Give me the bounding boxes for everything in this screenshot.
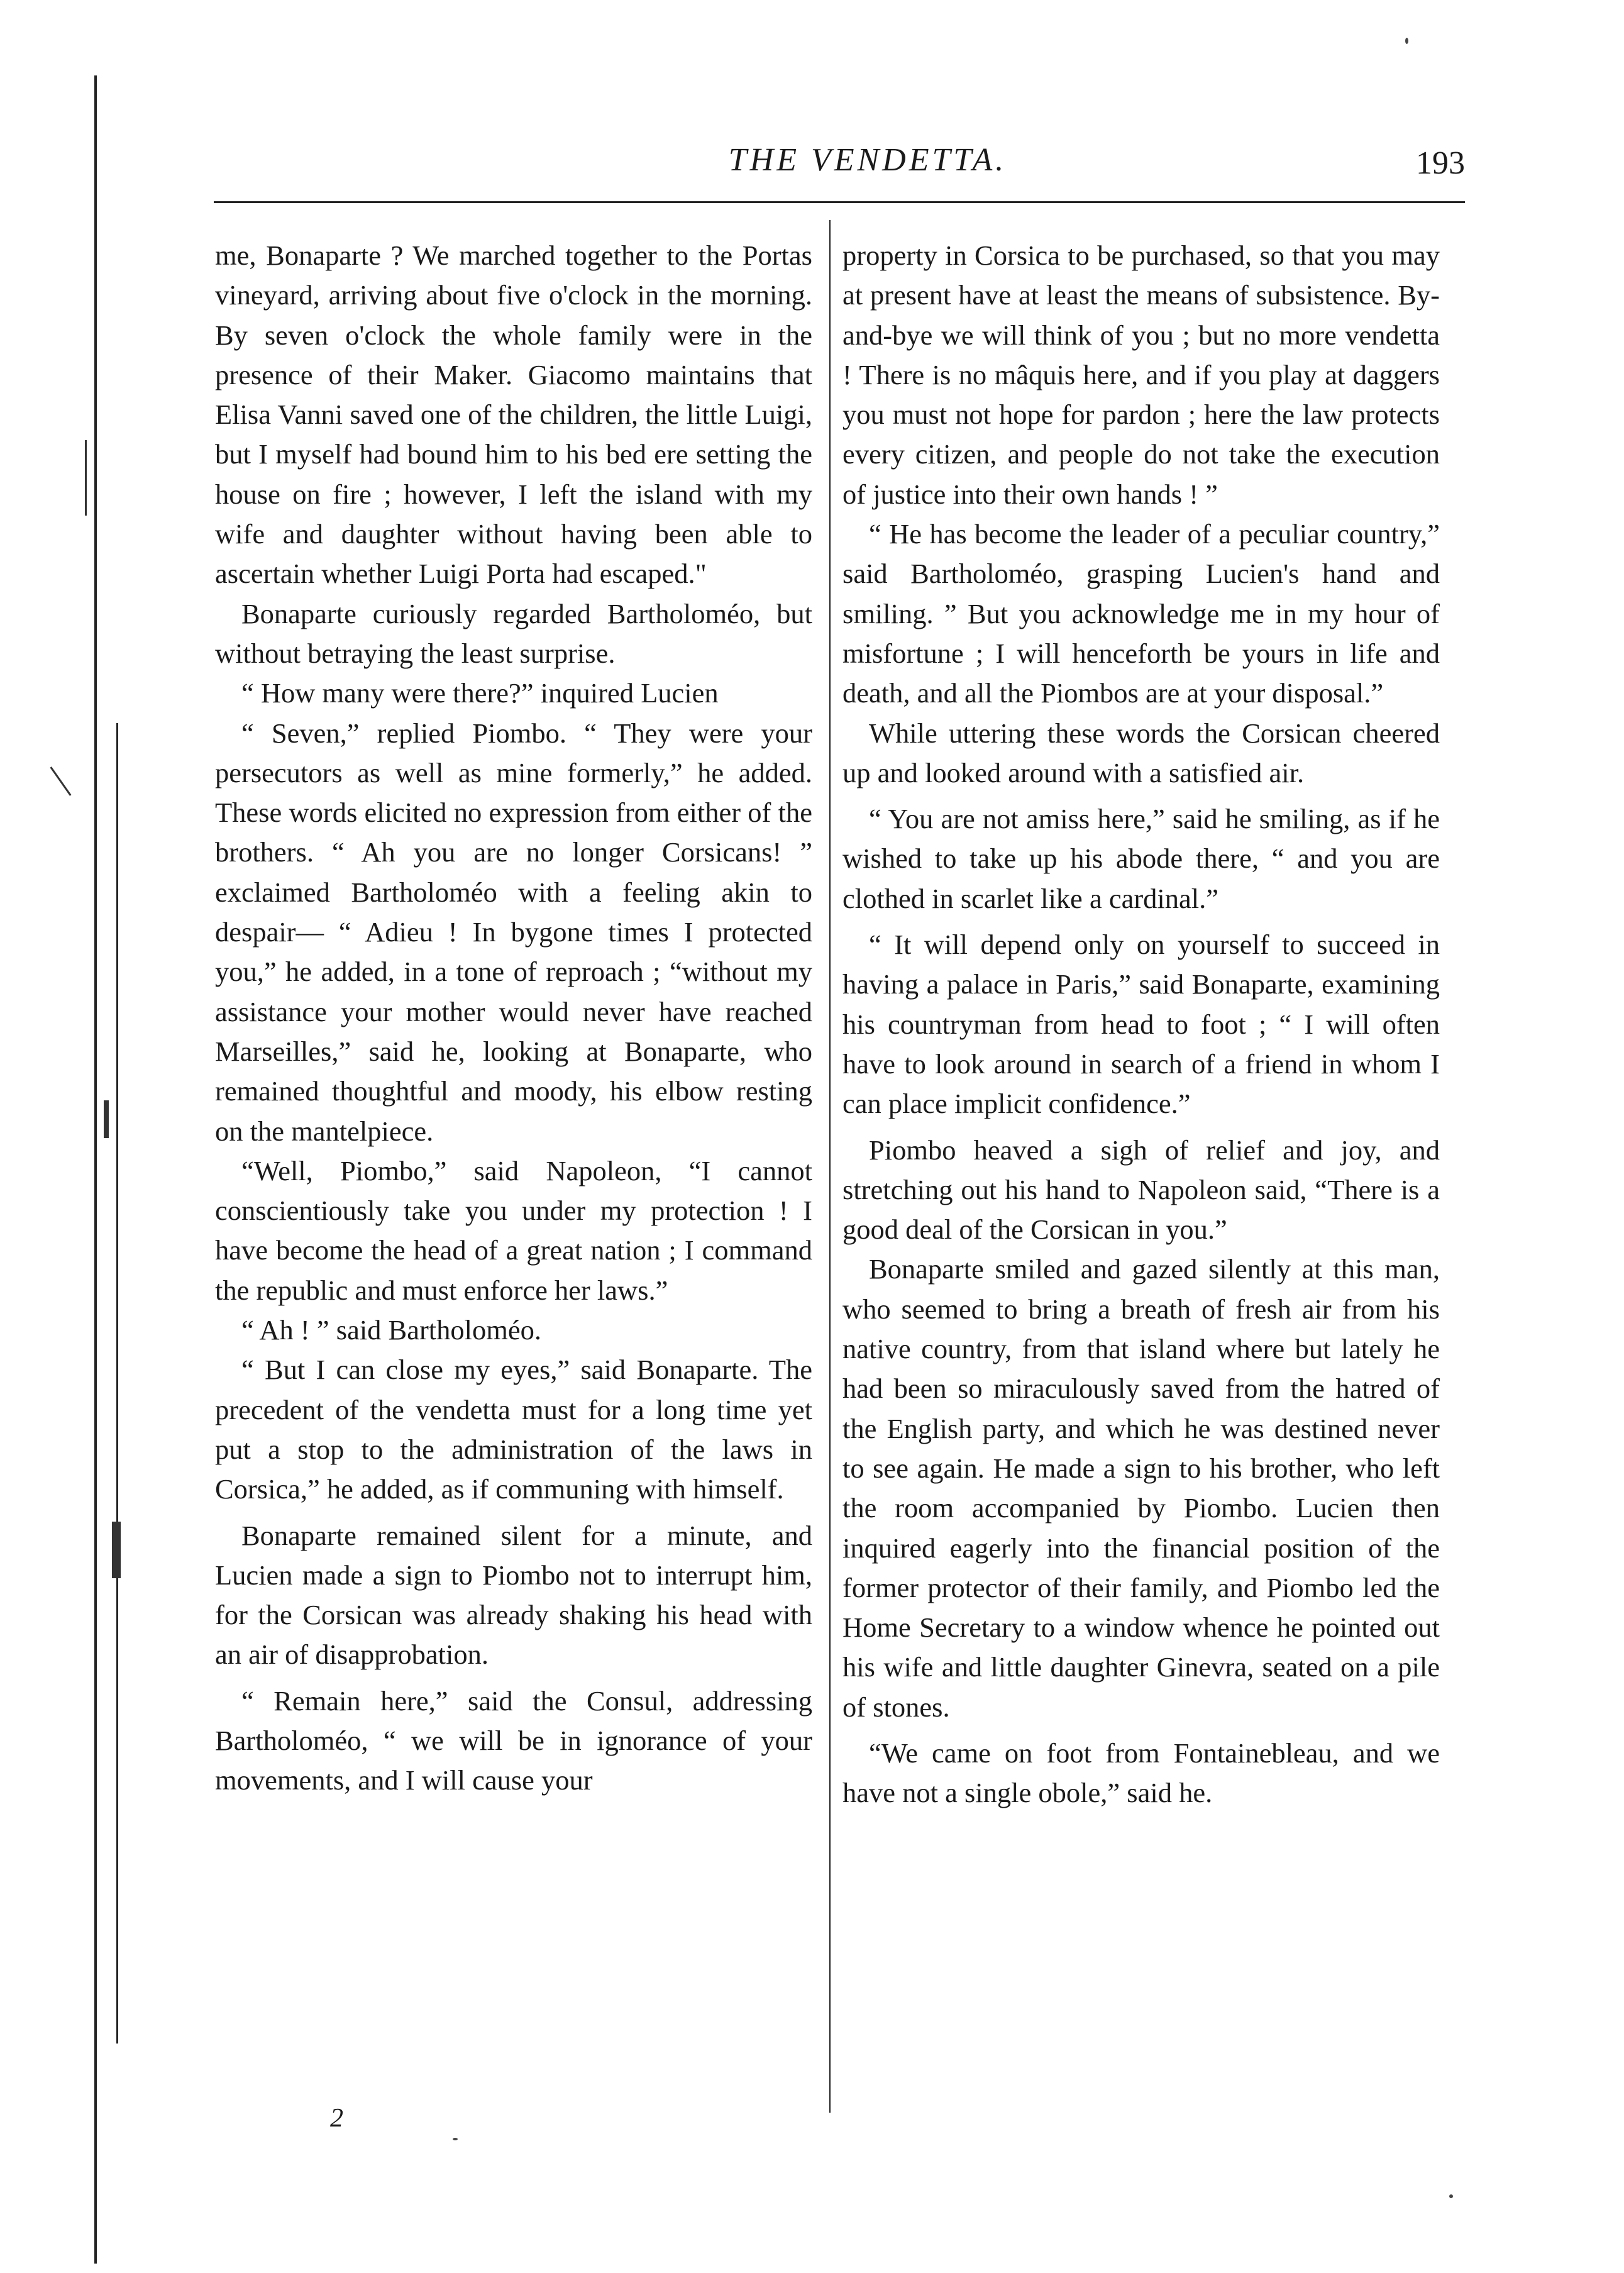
signature-mark: 2 [330,2104,343,2133]
binding-mark [85,440,87,516]
header-rule [214,201,1465,203]
speck [1449,2194,1453,2198]
paragraph: “Well, Piombo,” said Napoleon, “I cannot conscientiously take you under my protection ! I have become the head of a great nation ; I command the republic and must enforce her laws.” [215,1154,812,1306]
right-column [842,236,1440,1813]
column-divider [829,220,831,2113]
paragraph: Piombo heaved a sigh of relief and joy, and stretching out his hand to Napoleon said, “There is a good deal of the Corsican in you.” [842,1134,1440,1246]
page-number: 193 [1416,145,1465,181]
paragraph: Bonaparte smiled and gazed silently at this man, who seemed to bring a breath of fresh air from his native country, from that island where but lately he had been so miraculously saved from the hatred of the English party, and which he was destined never to see again. He made a sign to his brother, who left the room accompanied by Piombo. Lucien then inquired eagerly into the financial position of the former protector of their family, and Piombo led the Home Secretary to a window whence he pointed out his wife and little daughter Ginevra, seated on a pile of stones. [842,1253,1440,1723]
speck [1405,38,1408,44]
paragraph: “ How many were there?” inquired Lucien [241,677,719,709]
paragraph: “ You are not amiss here,” said he smiling, as if he wished to take up his abode there, “ and you are clothed in scarlet like a cardinal.” [842,803,1440,914]
left-column [215,236,812,1801]
paragraph: “ Seven,” replied Piombo. “ They were your persecutors as well as mine formerly,” he added. These words elicited no expression from either of the brothers. “ Ah you are no longer Corsicans! ” exclaimed Bartholoméo with a feeling akin to despair— “ Adieu ! In bygone times I protected you,” he added, in a tone of reproach ; “without my assistance your mother would never have reached Marseilles,” said he, looking at Bonaparte, who remained thoughtful and moody, his elbow resting on the mantelpiece. [215,717,812,1147]
binding-mark [104,1100,109,1138]
paragraph: “ He has become the leader of a peculiar country,” said Bartholoméo, grasping Lucien's hand and smiling. ” But you acknowledge me in my hour of misfortune ; I will henceforth be yours in life and death, and all the Piombos are at your disposal.” [842,518,1440,709]
running-head-title: THE VENDETTA. [728,142,1007,178]
paragraph: “ But I can close my eyes,” said Bonaparte. The precedent of the vendetta must for a long time yet put a stop to the administration of the laws in Corsica,” he added, as if communing with himself. [215,1354,812,1505]
binding-edge-line [94,75,97,2264]
paragraph: Bonaparte remained silent for a minute, and Lucien made a sign to Piombo not to interrupt him, for the Corsican was already shaking his head with an air of disapprobation. [215,1519,812,1671]
paragraph: “ It will depend only on yourself to succeed in having a palace in Paris,” said Bonaparte, examining his countryman from head to foot ; “ I will often have to look around in search of a friend in whom I can place implicit confidence.” [842,929,1440,1120]
paragraph: “ Ah ! ” said Bartholoméo. [241,1314,542,1346]
speck [453,2138,458,2140]
binding-mark [50,766,71,796]
paragraph: While uttering these words the Corsican cheered up and looked around with a satisfied air. [842,717,1440,788]
paragraph: “We came on foot from Fontainebleau, and we have not a single obole,” said he. [842,1737,1440,1809]
paragraph: me, Bonaparte ? We marched together to the Portas vineyard, arriving about five o'clock in the morning. By seven o'clock the whole family were in the presence of their Maker. Giacomo maintains that Elisa Vanni saved one of the children, the little Luigi, but I myself had bound him to his bed ere setting the house on fire ; however, I left the island with my wife and daughter without having been able to ascertain whether Luigi Porta had escaped." [215,240,812,590]
paragraph: “ Remain here,” said the Consul, addressing Bartholoméo, “ we will be in ignorance of your movements, and I will cause your [215,1684,812,1796]
paragraph: Bonaparte curiously regarded Bartholoméo, but without betraying the least surprise. [215,597,812,669]
paragraph: property in Corsica to be purchased, so that you may at present have at least the means of subsistence. By-and-bye we will think of you ; but no more vendetta ! There is no mâquis here, and if you play at daggers you must not hope for pardon ; here the law protects every citizen, and people do not take the execution of justice into their own hands ! ” [842,240,1440,510]
binding-edge-line-2 [116,723,118,2043]
binding-mark [112,1522,121,1578]
